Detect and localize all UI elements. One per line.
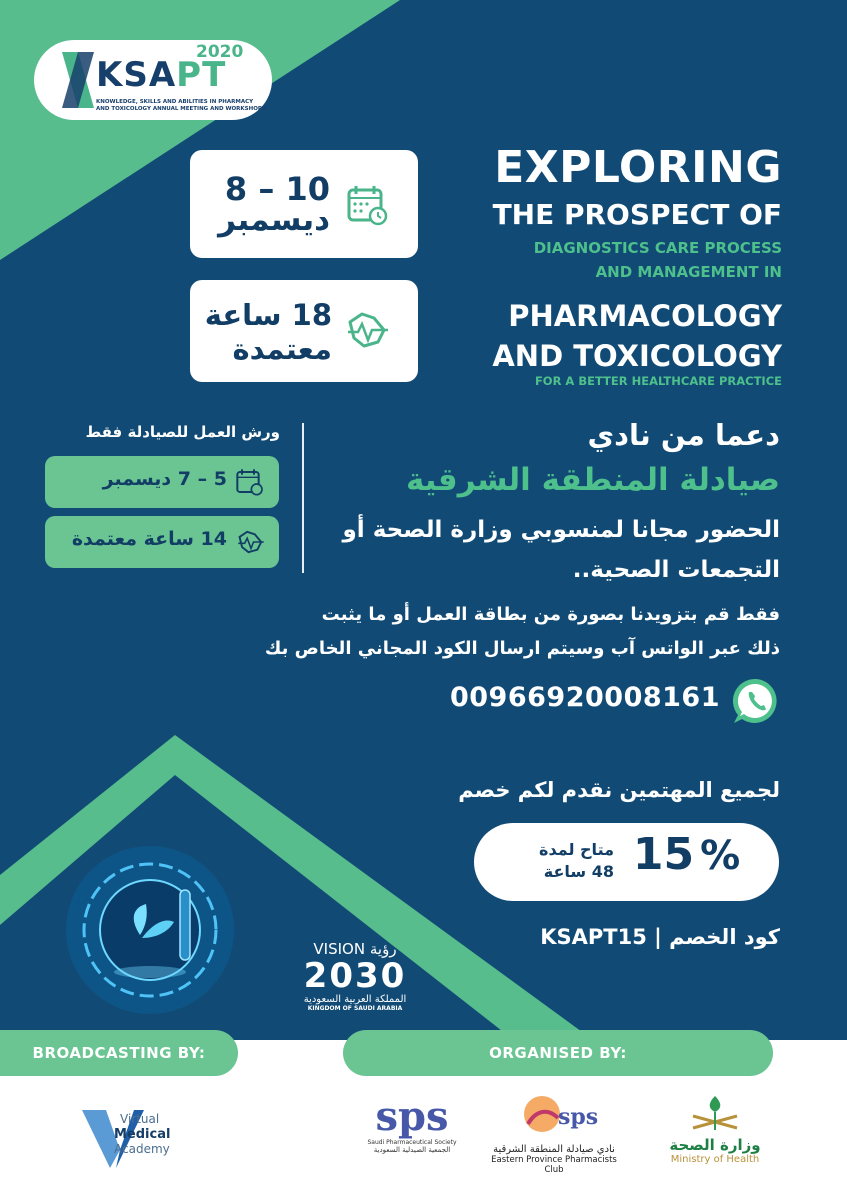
workshops-date-pill [45,456,279,508]
vma-line3: Academy [114,1142,170,1156]
biotech-illustration [30,840,270,1020]
logo-main: KSA [96,55,177,95]
instructions [200,598,780,666]
event-date-range: 8 – 10 [224,170,330,208]
workshops-hours-pill [45,516,279,568]
vertical-divider [302,423,304,573]
vision-year: 2030 [303,956,407,996]
sps-ar: الجمعية الصيدلية السعودية [373,1146,451,1154]
ksapt-x-icon [58,46,98,114]
sps-logo [362,1095,462,1175]
svg-text:sps: sps [558,1104,599,1130]
discount-code: كود الخصم | KSAPT15 [540,925,780,949]
discount-title: لجميع المهتمين نقدم لكم خصم [458,778,780,802]
calendar-icon [235,468,265,496]
hours-card [190,280,418,382]
moh-emblem-icon [685,1092,745,1132]
workshops-hours: 14 ساعة معتمدة [71,528,227,550]
support-line1: دعما من نادي [587,418,780,452]
discount-hours: 48 ساعة [543,862,614,881]
headline-topic [430,296,782,376]
headline-line4: AND MANAGEMENT IN [595,263,782,281]
event-hours-label: معتمدة [232,332,332,366]
sps-mark: sps [375,1093,449,1140]
discount-duration [504,839,614,883]
whatsapp-icon[interactable] [730,675,782,727]
vision-ar: رؤية [369,940,397,958]
saudi-map-icon [235,528,267,556]
epc-emblem-icon [514,1090,599,1140]
instructions-line2: ذلك عبر الواتس آب وسيتم ارسال الكود المجاني الخاص بك [264,638,780,659]
headline-line2: THE PROSPECT OF [492,198,782,231]
discount-code-label: كود الخصم [669,925,780,949]
workshops-title: ورش العمل للصيادلة فقط [85,423,280,441]
headline-line3: DIAGNOSTICS CARE PROCESS [533,239,782,257]
headline-line1: EXPLORING [494,142,782,193]
moh-logo [660,1092,770,1182]
moh-en: Ministry of Health [670,1154,760,1165]
instructions-line1: فقط قم بتزويدنا بصورة من بطاقة العمل أو ما يثبت [321,604,780,625]
support-free-attendance [320,510,780,590]
event-hours: 18 ساعة [204,298,332,332]
vision-kingdom-en: KINGDOM OF SAUDI ARABIA [307,1005,403,1012]
logo-accent: PT [176,55,227,95]
saudi-map-icon [344,308,392,352]
discount-pill [474,823,779,901]
headline-subtitle [430,236,782,284]
epc-en: Eastern Province Pharmacists Club [491,1155,617,1175]
whatsapp-phone-number[interactable]: 00966920008161 [449,682,720,713]
epc-ar: نادي صيادلة المنطقة الشرقية [493,1144,615,1155]
discount-code-value[interactable]: KSAPT15 [540,925,647,949]
discount-availability: متاح لمدة [539,840,614,859]
date-card [190,150,418,258]
headline-line5: PHARMACOLOGY [508,299,782,333]
vma-line2: Medical [114,1127,171,1142]
support-line4: التجمعات الصحية.. [572,557,780,583]
vma-line1: Virtual [120,1112,160,1126]
headline-line7: FOR A BETTER HEALTHCARE PRACTICE [534,374,782,388]
vision-kingdom-ar: المملكة العربية السعودية [303,994,407,1005]
organised-label: ORGANISED BY: [343,1030,773,1076]
vision-en: VISION [313,940,366,958]
percent-sign: % [700,833,741,879]
vision-2030-logo [300,940,410,1024]
calendar-icon [346,184,390,226]
sps-en: Saudi Pharmaceutical Society [367,1139,457,1146]
headline-line6: AND TOXICOLOGY [492,339,782,373]
logo-year: 2020 [196,42,244,62]
event-month: ديسمبر [218,202,330,238]
logo-wordmark [96,55,226,95]
discount-percent: 15 [632,829,695,880]
broadcasting-label: BROADCASTING BY: [0,1030,238,1076]
moh-ar: وزارة الصحة [669,1136,761,1154]
logo-subtitle: KNOWLEDGE, SKILLS AND ABILITIES IN PHARMACY AND TOXICOLOGY ANNUAL MEETING AND WORKSHOPS [96,99,266,112]
support-line3: الحضور مجانا لمنسوبي وزارة الصحة أو [342,517,780,543]
support-club-name: صيادلة المنطقة الشرقية [405,462,780,498]
epc-logo [484,1090,624,1180]
vma-logo [80,1102,200,1172]
discount-percent-value [624,829,749,880]
workshops-date: 5 – 7 ديسمبر [102,468,227,490]
